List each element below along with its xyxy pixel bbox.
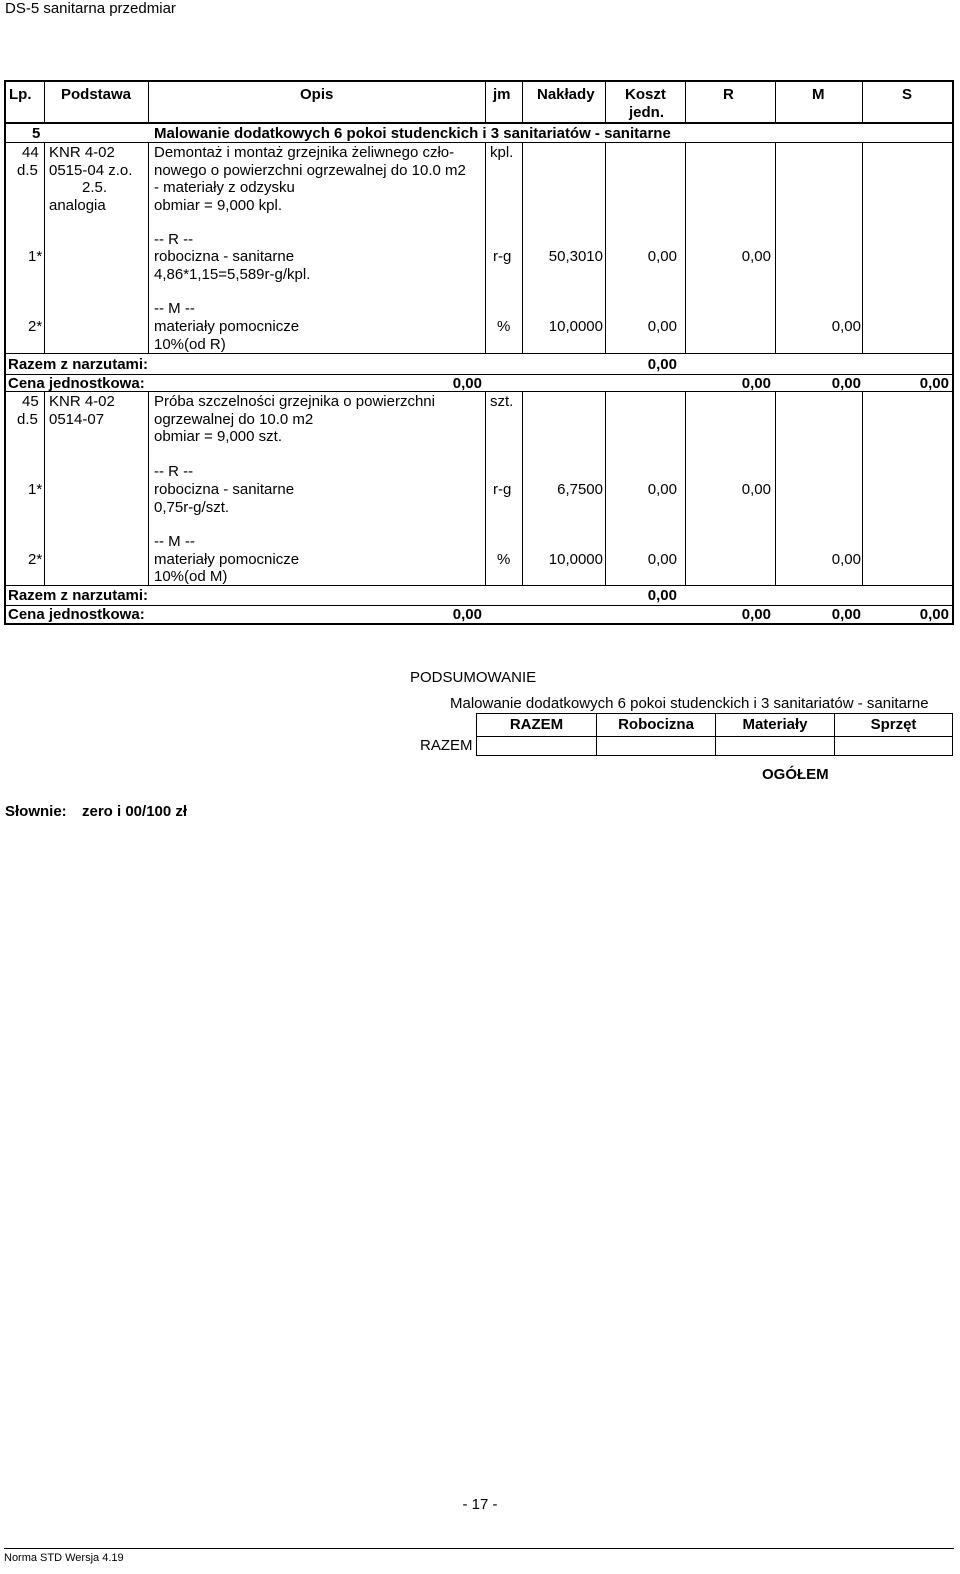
resource-koszt: 0,00 [647, 481, 677, 498]
summary-title: PODSUMOWANIE [410, 669, 537, 686]
resource-koszt: 0,00 [647, 551, 677, 568]
item-lp-sub: d.5 [17, 162, 38, 179]
section-title: Malowanie dodatkowych 6 pokoi studenckich i 3 sanitariatów - sanitarne [154, 125, 671, 142]
cena-value: 0,00 [452, 606, 482, 623]
item-opis-line: - materiały z odzysku [154, 179, 295, 196]
resource-heading: -- R -- [154, 231, 194, 248]
cena-s: 0,00 [919, 375, 949, 392]
resource-calc: 10%(od M) [154, 568, 228, 585]
item-opis-line: obmiar = 9,000 kpl. [154, 197, 282, 214]
resource-desc: materiały pomocnicze [154, 551, 300, 568]
item-podstawa-line: 0514-07 [49, 411, 105, 428]
resource-koszt: 0,00 [647, 248, 677, 265]
resource-desc: robocizna - sanitarne [154, 248, 295, 265]
item-opis-line: ogrzewalnej do 10.0 m2 [154, 411, 314, 428]
cena-label: Cena jednostkowa: [8, 375, 145, 392]
summary-row-label: RAZEM [420, 737, 473, 754]
summary-subtitle: Malowanie dodatkowych 6 pokoi studenckich i 3 sanitariatów - sanitarne [450, 695, 929, 712]
item-jm: kpl. [490, 144, 514, 161]
razem-value: 0,00 [647, 356, 677, 373]
header-r: R [723, 86, 734, 103]
resource-koszt: 0,00 [647, 318, 677, 335]
item-lp: 44 [22, 144, 39, 161]
item-lp-sub: d.5 [17, 411, 38, 428]
item-podstawa-line: KNR 4-02 [49, 393, 115, 410]
cena-s: 0,00 [919, 606, 949, 623]
header-podstawa: Podstawa [61, 86, 132, 103]
resource-lp: 1* [28, 481, 43, 498]
razem-value: 0,00 [647, 587, 677, 604]
resource-calc: 10%(od R) [154, 336, 226, 353]
cena-m: 0,00 [831, 606, 861, 623]
resource-desc: materiały pomocnicze [154, 318, 300, 335]
resource-desc: robocizna - sanitarne [154, 481, 295, 498]
item-lp: 45 [22, 393, 39, 410]
item-podstawa-line: 2.5. [82, 179, 108, 196]
header-naklady: Nakłady [537, 86, 595, 103]
resource-r: 0,00 [741, 481, 771, 498]
cena-r: 0,00 [741, 606, 771, 623]
section-number: 5 [32, 125, 41, 142]
resource-lp: 2* [28, 318, 43, 335]
resource-naklady: 6,7500 [557, 481, 603, 498]
item-opis-line: Próba szczelności grzejnika o powierzchni [154, 393, 435, 410]
footer-version: Norma STD Wersja 4.19 [4, 1552, 124, 1564]
resource-heading: -- M -- [154, 300, 195, 317]
header-koszt: Koszt [625, 86, 666, 103]
resource-r: 0,00 [741, 248, 771, 265]
summary-ogolem: OGÓŁEM [762, 766, 829, 783]
resource-jm: r-g [493, 248, 512, 265]
resource-naklady: 10,0000 [548, 551, 603, 568]
item-jm: szt. [490, 393, 514, 410]
summary-col-sprzet: Sprzęt [870, 716, 917, 733]
resource-jm: % [497, 318, 511, 335]
summary-col-materialy: Materiały [742, 716, 808, 733]
header-koszt-jedn: jedn. [629, 104, 665, 121]
item-podstawa-line: 0515-04 z.o. [49, 162, 133, 179]
resource-m: 0,00 [831, 318, 861, 335]
cena-r: 0,00 [741, 375, 771, 392]
cena-value: 0,00 [452, 375, 482, 392]
resource-naklady: 10,0000 [548, 318, 603, 335]
cena-label: Cena jednostkowa: [8, 606, 145, 623]
cena-m: 0,00 [831, 375, 861, 392]
razem-label: Razem z narzutami: [8, 356, 149, 373]
resource-calc: 0,75r-g/szt. [154, 499, 230, 516]
slownie-label: Słownie: [5, 803, 67, 820]
item-podstawa-line: KNR 4-02 [49, 144, 115, 161]
item-opis-line: nowego o powierzchni ogrzewalnej do 10.0 m2 [154, 162, 466, 179]
page-number: - 17 - [462, 1496, 498, 1513]
razem-label: Razem z narzutami: [8, 587, 149, 604]
resource-jm: r-g [493, 481, 512, 498]
header-jm: jm [493, 86, 511, 103]
item-opis-line: obmiar = 9,000 szt. [154, 428, 282, 445]
resource-heading: -- R -- [154, 463, 194, 480]
resource-m: 0,00 [831, 551, 861, 568]
item-podstawa-line: analogia [49, 197, 106, 214]
header-opis: Opis [300, 86, 334, 103]
header-m: M [812, 86, 825, 103]
resource-heading: -- M -- [154, 533, 195, 550]
resource-lp: 2* [28, 551, 43, 568]
resource-lp: 1* [28, 248, 43, 265]
resource-naklady: 50,3010 [548, 248, 603, 265]
summary-col-razem: RAZEM [509, 716, 564, 733]
header-s: S [902, 86, 913, 103]
slownie-value: zero i 00/100 zł [82, 803, 188, 820]
header-lp: Lp. [9, 86, 32, 103]
document-title: DS-5 sanitarna przedmiar [5, 0, 176, 17]
item-opis-line: Demontaż i montaż grzejnika żeliwnego czło- [154, 144, 455, 161]
resource-calc: 4,86*1,15=5,589r-g/kpl. [154, 266, 311, 283]
summary-col-robocizna: Robocizna [618, 716, 694, 733]
resource-jm: % [497, 551, 511, 568]
